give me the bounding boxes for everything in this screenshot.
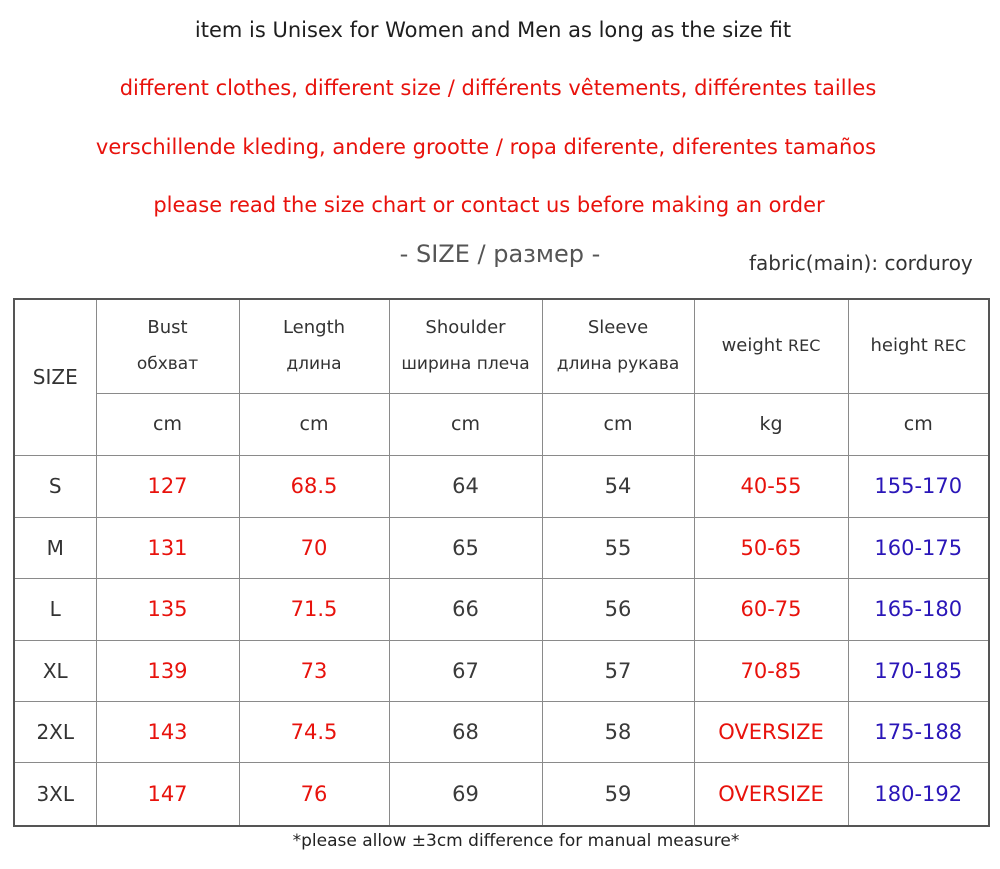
table-row [14,640,989,701]
bust-cell: 147 [96,762,239,826]
shoulder-cell: 67 [389,640,542,701]
sleeve-cell: 58 [542,701,694,762]
header-weight: weight REC [694,299,848,393]
table-row [14,578,989,640]
weight-cell: OVERSIZE [694,762,848,826]
unit-sleeve: cm [542,393,694,455]
length-cell: 76 [239,762,389,826]
header-height: height REC [848,299,989,393]
unit-height: cm [848,393,989,455]
shoulder-cell: 65 [389,517,542,578]
sleeve-cell: 54 [542,455,694,517]
bust-cell: 127 [96,455,239,517]
unit-shoulder: cm [389,393,542,455]
shoulder-cell: 64 [389,455,542,517]
weight-cell: 40-55 [694,455,848,517]
size-cell: S [14,455,96,517]
length-cell: 74.5 [239,701,389,762]
size-cell: XL [14,640,96,701]
height-cell: 180-192 [848,762,989,826]
size-cell: 3XL [14,762,96,826]
shoulder-cell: 68 [389,701,542,762]
shoulder-cell: 69 [389,762,542,826]
height-cell: 175-188 [848,701,989,762]
sleeve-cell: 59 [542,762,694,826]
unit-bust: cm [96,393,239,455]
height-cell: 170-185 [848,640,989,701]
height-cell: 160-175 [848,517,989,578]
size-chart-table [13,298,990,827]
size-warning-fr: different clothes, different size / différents vêtements, différentes tailles [119,76,877,100]
weight-cell: 70-85 [694,640,848,701]
unit-length: cm [239,393,389,455]
length-cell: 68.5 [239,455,389,517]
measurement-note: *please allow ±3cm difference for manual measure* [292,831,740,851]
unit-weight: kg [694,393,848,455]
sleeve-cell: 57 [542,640,694,701]
weight-cell: OVERSIZE [694,701,848,762]
size-warning-nl-es: verschillende kleding, andere grootte / ropa diferente, diferentes tamaños [95,135,877,159]
size-cell: M [14,517,96,578]
length-cell: 70 [239,517,389,578]
sleeve-cell: 56 [542,578,694,640]
bust-cell: 143 [96,701,239,762]
size-header: SIZE [14,299,96,455]
shoulder-cell: 66 [389,578,542,640]
size-cell: L [14,578,96,640]
header-length: Length длина [239,299,389,393]
table-row [14,701,989,762]
height-cell: 155-170 [848,455,989,517]
header-bust: Bust обхват [96,299,239,393]
header-sleeve: Sleeve длина рукава [542,299,694,393]
bust-cell: 131 [96,517,239,578]
weight-cell: 60-75 [694,578,848,640]
table-row [14,762,989,826]
read-chart-note: please read the size chart or contact us before making an order [153,193,825,217]
sleeve-cell: 55 [542,517,694,578]
bust-cell: 135 [96,578,239,640]
table-row [14,455,989,517]
size-title: - SIZE / размер - [399,240,601,268]
header-shoulder: Shoulder ширина плеча [389,299,542,393]
length-cell: 73 [239,640,389,701]
fabric-label: fabric(main): corduroy [749,251,973,275]
height-cell: 165-180 [848,578,989,640]
length-cell: 71.5 [239,578,389,640]
table-row [14,517,989,578]
bust-cell: 139 [96,640,239,701]
unisex-note: item is Unisex for Women and Men as long as the size fit [194,18,792,42]
size-cell: 2XL [14,701,96,762]
weight-cell: 50-65 [694,517,848,578]
